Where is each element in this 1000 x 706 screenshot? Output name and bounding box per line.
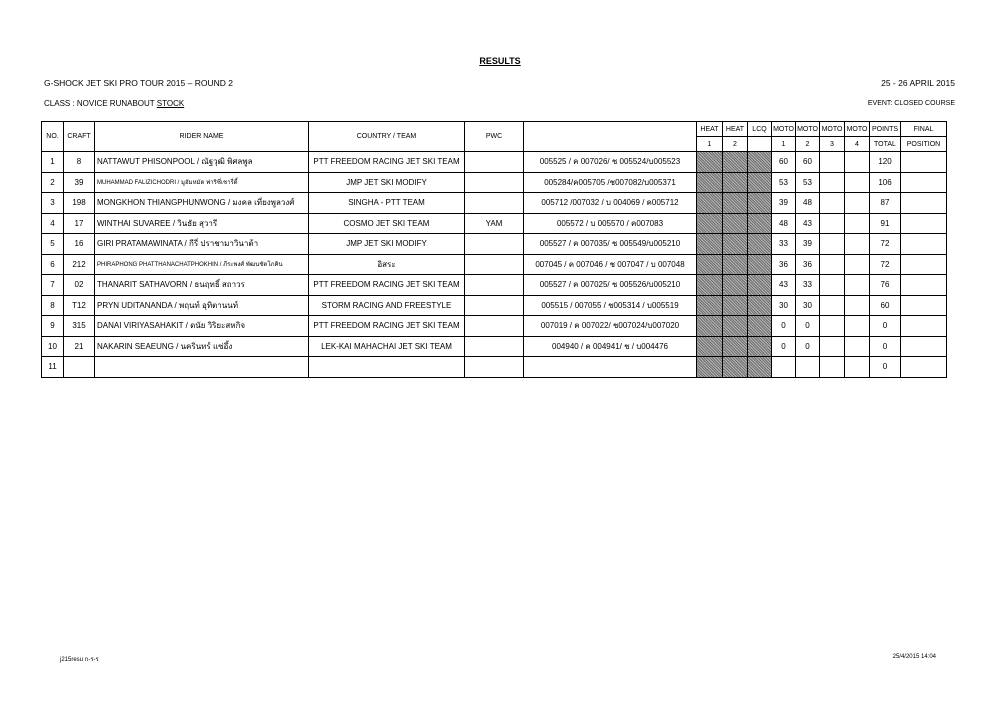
header-rider: RIDER NAME [95, 122, 309, 152]
lcq-cell [748, 213, 772, 234]
cell-final [901, 213, 947, 234]
cell-moto1: 43 [772, 275, 796, 296]
cell-moto4 [845, 193, 870, 214]
cell-craft: 212 [64, 254, 95, 275]
cell-final [901, 316, 947, 337]
cell-moto1: 60 [772, 152, 796, 173]
heat-2-cell [723, 193, 748, 214]
cell-final [901, 234, 947, 255]
cell-moto2: 48 [796, 193, 820, 214]
header-engine [524, 122, 697, 152]
cell-team: PTT FREEDOM RACING JET SKI TEAM [309, 316, 465, 337]
cell-total: 72 [870, 254, 901, 275]
cell-engine: 004940 / ค 004941/ ช / บ004476 [524, 336, 697, 357]
cell-moto2: 36 [796, 254, 820, 275]
heat-1-cell [697, 234, 723, 255]
cell-craft: 8 [64, 152, 95, 173]
heat-2-cell [723, 295, 748, 316]
cell-rider: THANARIT SATHAVORN / ธนฤทธิ์ สถาวร [95, 275, 309, 296]
heat-2-cell [723, 357, 748, 378]
cell-moto3 [820, 357, 845, 378]
heat-1-cell [697, 295, 723, 316]
event-name: G-SHOCK JET SKI PRO TOUR 2015 – ROUND 2 [44, 78, 233, 88]
cell-team: SINGHA - PTT TEAM [309, 193, 465, 214]
lcq-cell [748, 172, 772, 193]
header-craft: CRAFT [64, 122, 95, 152]
cell-craft: 21 [64, 336, 95, 357]
header-position: POSITION [901, 137, 947, 152]
cell-moto1: 0 [772, 316, 796, 337]
cell-craft: 198 [64, 193, 95, 214]
cell-moto2: 0 [796, 316, 820, 337]
table-row [42, 275, 947, 296]
cell-team: PTT FREEDOM RACING JET SKI TEAM [309, 152, 465, 173]
cell-engine: 007019 / ค 007022/ ช007024/บ007020 [524, 316, 697, 337]
header-moto-4: MOTO [845, 122, 870, 137]
header-heat-2: HEAT [723, 122, 748, 137]
footer-timestamp: 25/4/2015 14:04 [892, 654, 936, 660]
cell-moto4 [845, 357, 870, 378]
header-moto-1-num: 1 [772, 137, 796, 152]
cell-pwc [465, 254, 524, 275]
cell-final [901, 152, 947, 173]
page-title: RESULTS [479, 56, 521, 66]
class-label [44, 99, 184, 108]
cell-no: 7 [42, 275, 64, 296]
cell-pwc [465, 357, 524, 378]
cell-craft: T12 [64, 295, 95, 316]
cell-engine: 005527 / ค 007025/ ช 005526/บ005210 [524, 275, 697, 296]
heat-2-cell [723, 316, 748, 337]
results-table [41, 121, 947, 378]
cell-moto3 [820, 336, 845, 357]
cell-total: 106 [870, 172, 901, 193]
header-moto-2-num: 2 [796, 137, 820, 152]
heat-2-cell [723, 234, 748, 255]
cell-rider: DANAI VIRIYASAHAKIT / ดนัย วิริยะสหกิจ [95, 316, 309, 337]
cell-total: 120 [870, 152, 901, 173]
cell-no: 10 [42, 336, 64, 357]
header-heat-1: HEAT [697, 122, 723, 137]
lcq-cell [748, 295, 772, 316]
header-moto-3-num: 3 [820, 137, 845, 152]
cell-team: STORM RACING AND FREESTYLE [309, 295, 465, 316]
cell-final [901, 172, 947, 193]
cell-no: 6 [42, 254, 64, 275]
cell-moto2: 39 [796, 234, 820, 255]
heat-1-cell [697, 213, 723, 234]
cell-moto4 [845, 234, 870, 255]
cell-craft: 16 [64, 234, 95, 255]
cell-no: 4 [42, 213, 64, 234]
heat-2-cell [723, 213, 748, 234]
cell-total: 60 [870, 295, 901, 316]
cell-moto2 [796, 357, 820, 378]
cell-moto3 [820, 275, 845, 296]
cell-final [901, 275, 947, 296]
heat-2-cell [723, 336, 748, 357]
header-moto-1: MOTO [772, 122, 796, 137]
cell-final [901, 336, 947, 357]
heat-1-cell [697, 193, 723, 214]
cell-pwc [465, 193, 524, 214]
cell-moto1: 30 [772, 295, 796, 316]
cell-rider: PHIRAPHONG PHATTHANACHATPHOKHIN / ภีระพงศ์ พัฒนชัตโภคิน [95, 254, 309, 275]
cell-total: 0 [870, 336, 901, 357]
cell-final [901, 254, 947, 275]
heat-1-cell [697, 254, 723, 275]
cell-total: 76 [870, 275, 901, 296]
cell-engine: 005572 / บ 005570 / ค007083 [524, 213, 697, 234]
header-moto-4-num: 4 [845, 137, 870, 152]
header-moto-3: MOTO [820, 122, 845, 137]
cell-rider: GIRI PRATAMAWINATA / กีรี่ ปราชามาวินาต้า [95, 234, 309, 255]
class-stock: STOCK [156, 99, 185, 108]
cell-no: 9 [42, 316, 64, 337]
event-type: EVENT: CLOSED COURSE [867, 100, 955, 107]
cell-craft: 17 [64, 213, 95, 234]
heat-2-cell [723, 172, 748, 193]
table-row [42, 193, 947, 214]
header-no: NO. [42, 122, 64, 152]
cell-rider: MONGKHON THIANGPHUNWONG / มงคล เที่ยงพูลวงศ์ [95, 193, 309, 214]
cell-moto1: 33 [772, 234, 796, 255]
cell-pwc [465, 275, 524, 296]
cell-moto1: 39 [772, 193, 796, 214]
heat-2-cell [723, 275, 748, 296]
cell-moto2: 0 [796, 336, 820, 357]
header-final: FINAL [901, 122, 947, 137]
cell-moto4 [845, 275, 870, 296]
cell-moto2: 43 [796, 213, 820, 234]
cell-moto4 [845, 213, 870, 234]
cell-moto3 [820, 316, 845, 337]
table-row [42, 295, 947, 316]
cell-no: 2 [42, 172, 64, 193]
cell-team: COSMO JET SKI TEAM [309, 213, 465, 234]
cell-total: 0 [870, 316, 901, 337]
cell-moto4 [845, 316, 870, 337]
heat-1-cell [697, 316, 723, 337]
class-label-text: CLASS : NOVICE RUNABOUT [44, 99, 157, 108]
cell-moto1 [772, 357, 796, 378]
cell-moto3 [820, 213, 845, 234]
cell-no: 11 [42, 357, 64, 378]
header-lcq-sub [748, 137, 772, 152]
lcq-cell [748, 275, 772, 296]
cell-total: 72 [870, 234, 901, 255]
cell-pwc [465, 172, 524, 193]
heat-1-cell [697, 357, 723, 378]
cell-craft: 02 [64, 275, 95, 296]
cell-moto4 [845, 336, 870, 357]
results-body [42, 152, 947, 378]
cell-engine: 005527 / ค 007035/ ช 005549/บ005210 [524, 234, 697, 255]
cell-no: 8 [42, 295, 64, 316]
lcq-cell [748, 193, 772, 214]
cell-moto1: 0 [772, 336, 796, 357]
cell-moto2: 53 [796, 172, 820, 193]
cell-total: 0 [870, 357, 901, 378]
cell-moto4 [845, 254, 870, 275]
table-row [42, 152, 947, 173]
cell-total: 87 [870, 193, 901, 214]
cell-craft [64, 357, 95, 378]
table-row [42, 254, 947, 275]
cell-total: 91 [870, 213, 901, 234]
cell-pwc [465, 316, 524, 337]
heat-1-cell [697, 336, 723, 357]
cell-moto3 [820, 254, 845, 275]
cell-final [901, 295, 947, 316]
header-heat-2-num: 2 [723, 137, 748, 152]
cell-craft: 39 [64, 172, 95, 193]
cell-no: 3 [42, 193, 64, 214]
footer-file: j215resu ก-ร-ร [60, 657, 99, 663]
table-row [42, 172, 947, 193]
cell-no: 1 [42, 152, 64, 173]
lcq-cell [748, 316, 772, 337]
cell-final [901, 357, 947, 378]
table-row [42, 357, 947, 378]
cell-team: LEK-KAI MAHACHAI JET SKI TEAM [309, 336, 465, 357]
cell-team: JMP JET SKI MODIFY [309, 172, 465, 193]
cell-moto4 [845, 172, 870, 193]
cell-engine: 007045 / ค 007046 / ช 007047 / บ 007048 [524, 254, 697, 275]
lcq-cell [748, 254, 772, 275]
cell-final [901, 193, 947, 214]
heat-1-cell [697, 275, 723, 296]
lcq-cell [748, 152, 772, 173]
cell-rider: NAKARIN SEAEUNG / นครินทร์ แซ่อึ้ง [95, 336, 309, 357]
heat-2-cell [723, 254, 748, 275]
cell-moto3 [820, 234, 845, 255]
heat-1-cell [697, 152, 723, 173]
cell-moto3 [820, 193, 845, 214]
header-team: COUNTRY / TEAM [309, 122, 465, 152]
header-heat-1-num: 1 [697, 137, 723, 152]
cell-moto3 [820, 295, 845, 316]
cell-pwc [465, 152, 524, 173]
heat-2-cell [723, 152, 748, 173]
table-row [42, 316, 947, 337]
cell-rider: WINTHAI SUVAREE / วินธัย สุวารี [95, 213, 309, 234]
cell-team: อิสระ [309, 254, 465, 275]
table-row [42, 234, 947, 255]
cell-team [309, 357, 465, 378]
cell-moto1: 53 [772, 172, 796, 193]
lcq-cell [748, 357, 772, 378]
lcq-cell [748, 336, 772, 357]
cell-moto2: 30 [796, 295, 820, 316]
cell-no: 5 [42, 234, 64, 255]
header-row [42, 122, 947, 137]
cell-rider [95, 357, 309, 378]
cell-rider: NATTAWUT PHISONPOOL / ณัฐวุฒิ พิศลพูล [95, 152, 309, 173]
cell-moto3 [820, 152, 845, 173]
cell-moto1: 36 [772, 254, 796, 275]
header-lcq: LCQ [748, 122, 772, 137]
cell-rider: MUHAMMAD FALIZICHODRI / มูฮัมหมัด ฟาริซี่เชารี่ดี้ [95, 172, 309, 193]
cell-rider: PRYN UDITANANDA / พฤนท์ อุทิตานนท์ [95, 295, 309, 316]
cell-moto2: 60 [796, 152, 820, 173]
cell-engine: 005712 /007032 / บ 004069 / ค005712 [524, 193, 697, 214]
table-row [42, 213, 947, 234]
heat-1-cell [697, 172, 723, 193]
header-moto-2: MOTO [796, 122, 820, 137]
header-pwc: PWC [465, 122, 524, 152]
cell-moto4 [845, 152, 870, 173]
cell-moto2: 33 [796, 275, 820, 296]
cell-engine: 005515 / 007055 / ช005314 / บ005519 [524, 295, 697, 316]
cell-engine: 005525 / ค 007026/ ช 005524/บ005523 [524, 152, 697, 173]
cell-engine [524, 357, 697, 378]
cell-team: JMP JET SKI MODIFY [309, 234, 465, 255]
event-date: 25 - 26 APRIL 2015 [881, 78, 955, 88]
cell-craft: 315 [64, 316, 95, 337]
cell-moto3 [820, 172, 845, 193]
cell-pwc: YAM [465, 213, 524, 234]
cell-engine: 005284/ค005705 /ช007082/บ005371 [524, 172, 697, 193]
cell-moto4 [845, 295, 870, 316]
cell-team: PTT FREEDOM RACING JET SKI TEAM [309, 275, 465, 296]
header-points: POINTS [870, 122, 901, 137]
cell-moto1: 48 [772, 213, 796, 234]
cell-pwc [465, 234, 524, 255]
cell-pwc [465, 295, 524, 316]
lcq-cell [748, 234, 772, 255]
cell-pwc [465, 336, 524, 357]
table-row [42, 336, 947, 357]
header-total: TOTAL [870, 137, 901, 152]
